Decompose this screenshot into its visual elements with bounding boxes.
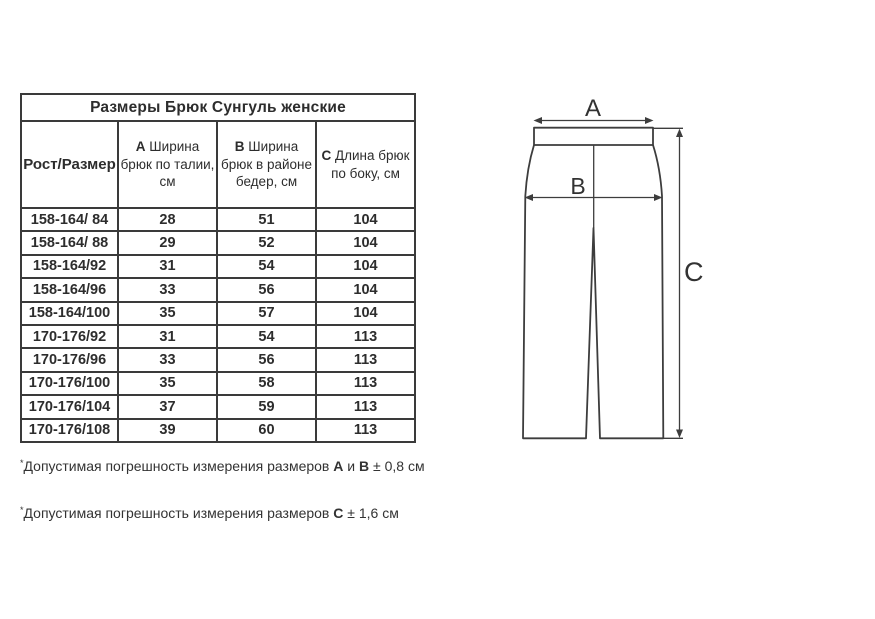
cell-b: 54 [217,325,316,348]
column-c-label: Длина брюк по боку, см [331,147,410,181]
table-header-row [21,121,415,208]
cell-size: 158-164/100 [21,302,118,325]
footnote-text: ± 0,8 см [369,458,425,474]
table-row [21,348,415,371]
size-table [20,93,416,443]
cell-size: 170-176/104 [21,395,118,418]
cell-a: 31 [118,255,217,278]
footnote-tolerance-ab [20,458,425,477]
cell-size: 170-176/100 [21,372,118,395]
cell-size: 158-164/ 88 [21,231,118,254]
cell-c: 104 [316,208,415,231]
table-row [21,325,415,348]
dim-arrowhead-a-right [645,117,654,124]
table-title: Размеры Брюк Сунгуль женские [21,94,415,121]
table-row [21,208,415,231]
cell-c: 113 [316,395,415,418]
dim-arrowhead-a-left [534,117,543,124]
cell-c: 113 [316,372,415,395]
cell-b: 56 [217,348,316,371]
column-b-label: Ширина брюк в районе бедер, см [221,139,312,190]
footnotes [20,458,425,552]
footnote-text: Допустимая погрешность измерения размеров [23,505,334,521]
table-row [21,278,415,301]
cell-b: 51 [217,208,316,231]
footnote-dim-c: C [333,505,344,521]
table-row [21,419,415,442]
cell-a: 35 [118,302,217,325]
cell-b: 58 [217,372,316,395]
column-header-size [21,121,118,208]
cell-a: 37 [118,395,217,418]
cell-size: 170-176/92 [21,325,118,348]
footnote-dim-b: B [359,458,370,474]
table-row [21,395,415,418]
cell-a: 31 [118,325,217,348]
table-row [21,231,415,254]
cell-b: 54 [217,255,316,278]
footnote-tolerance-c [20,505,425,524]
cell-c: 113 [316,348,415,371]
cell-c: 113 [316,325,415,348]
cell-a: 33 [118,278,217,301]
cell-c: 104 [316,302,415,325]
table-row [21,255,415,278]
dim-arrowhead-c-bottom [676,430,683,439]
cell-size: 170-176/96 [21,348,118,371]
cell-a: 39 [118,419,217,442]
waistband [534,128,653,145]
cell-c: 104 [316,278,415,301]
cell-b: 57 [217,302,316,325]
column-header-a [118,121,217,208]
cell-a: 28 [118,208,217,231]
cell-b: 60 [217,419,316,442]
cell-size: 158-164/92 [21,255,118,278]
cell-size: 158-164/96 [21,278,118,301]
column-header-c [316,121,415,208]
column-header-size-label: Рост/Размер [23,155,116,173]
table-row [21,302,415,325]
column-a-letter: A [135,139,146,155]
footnote-dim-a: A [333,458,344,474]
cell-b: 59 [217,395,316,418]
cell-a: 35 [118,372,217,395]
dim-label-c: C [684,257,704,287]
column-c-letter: C [321,147,332,163]
dim-arrowhead-c-top [676,129,683,137]
cell-c: 113 [316,419,415,442]
cell-a: 33 [118,348,217,371]
cell-b: 52 [217,231,316,254]
cell-b: 56 [217,278,316,301]
cell-size: 170-176/108 [21,419,118,442]
dim-label-b: B [570,173,586,199]
footnote-text: и [343,458,359,474]
table-row [21,372,415,395]
column-header-b [217,121,316,208]
cell-size: 158-164/ 84 [21,208,118,231]
footnote-asterisk: * [20,458,24,468]
cell-c: 104 [316,255,415,278]
column-a-label: Ширина брюк по талии, см [120,139,215,190]
footnote-asterisk: * [20,505,24,515]
cell-a: 29 [118,231,217,254]
trousers-diagram [480,78,875,474]
footnote-text: ± 1,6 см [343,505,399,521]
cell-c: 104 [316,231,415,254]
table-title-row [21,94,415,121]
column-b-letter: B [234,139,245,155]
dim-label-a: A [584,95,602,122]
footnote-text: Допустимая погрешность измерения размеров [23,458,334,474]
